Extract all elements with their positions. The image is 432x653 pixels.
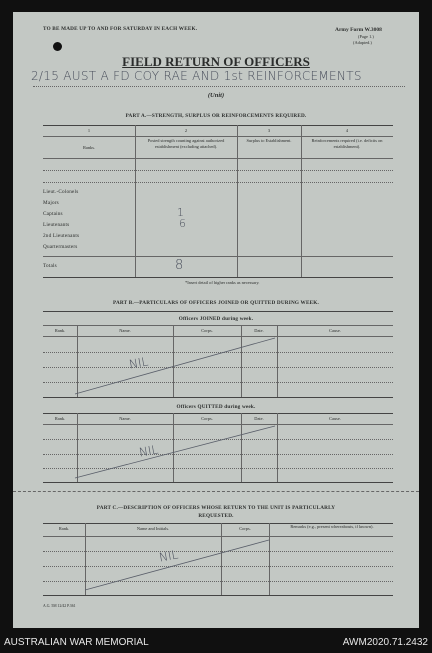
col-number-4: 4 xyxy=(345,128,349,133)
joined-strike-line xyxy=(73,334,279,398)
part-c-col-remarks: Remarks (e.g., present whereabouts, if known). xyxy=(290,524,374,529)
part-a-divider-3 xyxy=(301,125,302,277)
joined-col-corps: Corps. xyxy=(201,328,213,333)
col-number-3: 3 xyxy=(267,128,271,133)
joined-header-rule xyxy=(43,325,393,326)
totals-rule xyxy=(43,256,393,257)
totals-label: Totals xyxy=(43,263,57,269)
unit-handwritten: 2/15 AUST A FD COY RAE AND 1st REINFORCEMENTS xyxy=(31,69,362,83)
col-header-reinforcements: Reinforcements required (i.e. deficits on establishment). xyxy=(311,138,383,149)
col-number-rule xyxy=(43,136,393,137)
perforation-line xyxy=(13,491,419,492)
col-header-rule xyxy=(43,158,393,159)
part-c-col-rank: Rank. xyxy=(58,526,70,531)
col-header-posted: Posted strength counting against authorized establishment (excluding attached). xyxy=(147,138,225,149)
joined-nil: NIL xyxy=(127,354,150,372)
form-adapted: (Adapted.) xyxy=(353,40,372,45)
quitted-col-date: Date. xyxy=(254,416,264,421)
part-a-bottom-rule xyxy=(43,277,393,278)
unit-label: (Unit) xyxy=(207,92,225,99)
part-a-top-rule xyxy=(43,125,393,126)
part-a-footnote: *Insert detail of higher ranks as necessary. xyxy=(185,280,260,285)
quitted-title: Officers QUITTED during week. xyxy=(176,404,256,410)
part-c-heading-line1: PART C.—DESCRIPTION OF OFFICERS WHOSE RETURN TO THE UNIT IS PARTICULARLY xyxy=(96,505,336,511)
totals-value: 8 xyxy=(175,258,184,273)
col-number-1: 1 xyxy=(87,128,91,133)
col-number-2: 2 xyxy=(184,128,188,133)
blank-row-rule xyxy=(43,182,393,183)
quitted-col-cause: Cause. xyxy=(329,416,341,421)
form-title: FIELD RETURN OF OFFICERS xyxy=(122,54,310,69)
form-page: (Page 1.) xyxy=(358,34,374,39)
top-note: TO BE MADE UP TO AND FOR SATURDAY IN EACH WEEK. xyxy=(43,26,198,32)
unit-line xyxy=(33,86,405,87)
part-c-nil: NIL xyxy=(157,547,180,565)
quitted-strike-line xyxy=(73,422,279,482)
print-code: A.G. 5M 12/42 P.361 xyxy=(43,604,76,608)
joined-col-date: Date. xyxy=(254,328,264,333)
lieutenants-value: 6 xyxy=(179,217,186,230)
rank-lieut-colonels: Lieut.-Colonels xyxy=(43,189,79,195)
joined-col-rank: Rank. xyxy=(54,328,66,333)
col-header-surplus: Surplus to Establishment. xyxy=(246,138,292,143)
rank-2nd-lieutenants: 2nd Lieutenants xyxy=(43,233,80,239)
part-a-divider-2 xyxy=(237,125,238,277)
captains-value: 1 xyxy=(177,206,184,219)
quitted-col-corps: Corps. xyxy=(201,416,213,421)
col-header-ranks: Ranks. xyxy=(82,145,96,150)
rank-quartermasters: Quartermasters xyxy=(43,244,78,250)
part-a-heading: PART A.—STRENGTH, SURPLUS OR REINFORCEMENTS REQUIRED. xyxy=(125,113,307,119)
rank-captains: Captains xyxy=(43,211,63,217)
quitted-nil: NIL xyxy=(137,442,160,460)
quitted-col-name: Name. xyxy=(119,416,131,421)
form-number: Army Form W.3008 xyxy=(335,27,382,33)
quitted-col-rank: Rank. xyxy=(54,416,66,421)
footer-credit: AUSTRALIAN WAR MEMORIAL xyxy=(4,637,149,648)
part-b-heading: PART B.—PARTICULARS OF OFFICERS JOINED OR QUITTED DURING WEEK. xyxy=(112,300,319,306)
joined-col-cause: Cause. xyxy=(329,328,341,333)
punch-hole xyxy=(53,42,62,51)
rank-majors: Majors xyxy=(43,200,59,206)
footer-accession-number: AWM2020.71.2432 xyxy=(342,637,428,648)
part-a-divider-1 xyxy=(135,125,136,277)
part-c-heading-line2: REQUESTED. xyxy=(198,513,234,519)
joined-col-name: Name. xyxy=(119,328,131,333)
form-sheet xyxy=(13,12,419,628)
part-c-col-name: Name and Initials. xyxy=(136,526,170,531)
quitted-header-rule xyxy=(43,413,393,414)
rank-lieutenants: Lieutenants xyxy=(43,222,70,228)
joined-top-rule xyxy=(43,311,393,312)
part-c-bottom-rule xyxy=(43,595,393,596)
part-c-strike-line xyxy=(83,536,273,594)
part-c-col-corps: Corps. xyxy=(239,526,251,531)
quitted-bottom-rule xyxy=(43,482,393,483)
blank-row-rule xyxy=(43,170,393,171)
joined-title: Officers JOINED during week. xyxy=(178,316,254,322)
